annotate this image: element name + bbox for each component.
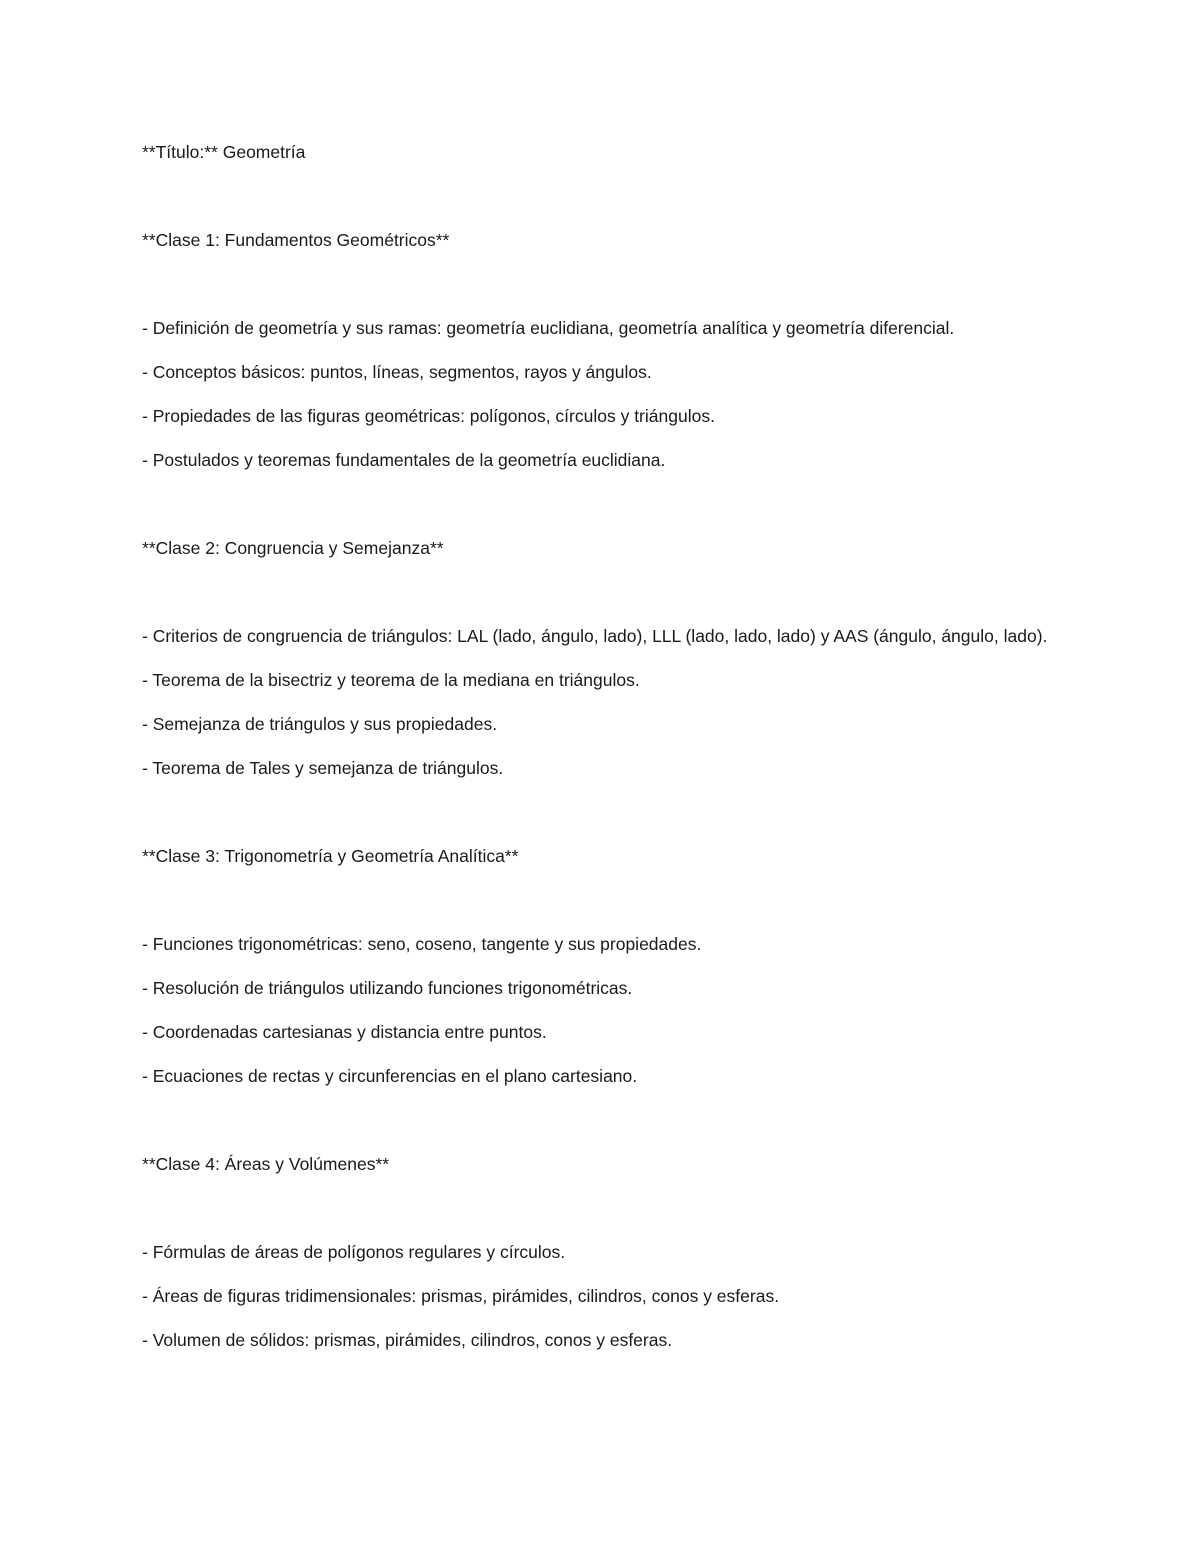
document-body — [142, 138, 1062, 1414]
list-item: - Teorema de la bisectriz y teorema de la mediana en triángulos. — [142, 670, 640, 690]
section-clase-1 — [142, 226, 1062, 474]
section-heading: **Clase 4: Áreas y Volúmenes** — [142, 1154, 390, 1174]
section-clase-2 — [142, 534, 1062, 782]
list-item: - Conceptos básicos: puntos, líneas, segmentos, rayos y ángulos. — [142, 362, 652, 382]
section-clase-3 — [142, 842, 1062, 1090]
list-item: - Semejanza de triángulos y sus propiedades. — [142, 714, 498, 734]
list-item: - Definición de geometría y sus ramas: geometría euclidiana, geometría analítica y geometría diferencial. — [142, 318, 955, 338]
list-item: - Volumen de sólidos: prismas, pirámides, cilindros, conos y esferas. — [142, 1330, 673, 1350]
section-heading: **Clase 3: Trigonometría y Geometría Analítica** — [142, 846, 519, 866]
section-clase-4 — [142, 1150, 1062, 1354]
list-item: - Postulados y teoremas fundamentales de la geometría euclidiana. — [142, 450, 666, 470]
document-title: **Título:** Geometría — [142, 142, 306, 162]
list-item: - Propiedades de las figuras geométricas: polígonos, círculos y triángulos. — [142, 406, 715, 426]
list-item: - Áreas de figuras tridimensionales: prismas, pirámides, cilindros, conos y esferas. — [142, 1286, 780, 1306]
section-heading: **Clase 1: Fundamentos Geométricos** — [142, 230, 450, 250]
list-item: - Coordenadas cartesianas y distancia entre puntos. — [142, 1022, 547, 1042]
list-item: - Resolución de triángulos utilizando funciones trigonométricas. — [142, 978, 633, 998]
list-item: - Funciones trigonométricas: seno, coseno, tangente y sus propiedades. — [142, 934, 702, 954]
list-item: - Ecuaciones de rectas y circunferencias en el plano cartesiano. — [142, 1066, 638, 1086]
list-item: - Fórmulas de áreas de polígonos regulares y círculos. — [142, 1242, 566, 1262]
list-item: - Teorema de Tales y semejanza de triángulos. — [142, 758, 504, 778]
section-heading: **Clase 2: Congruencia y Semejanza** — [142, 538, 444, 558]
list-item: - Criterios de congruencia de triángulos: LAL (lado, ángulo, lado), LLL (lado, lado, lado) y AAS (ángulo, ángulo, lado). — [142, 626, 1048, 646]
